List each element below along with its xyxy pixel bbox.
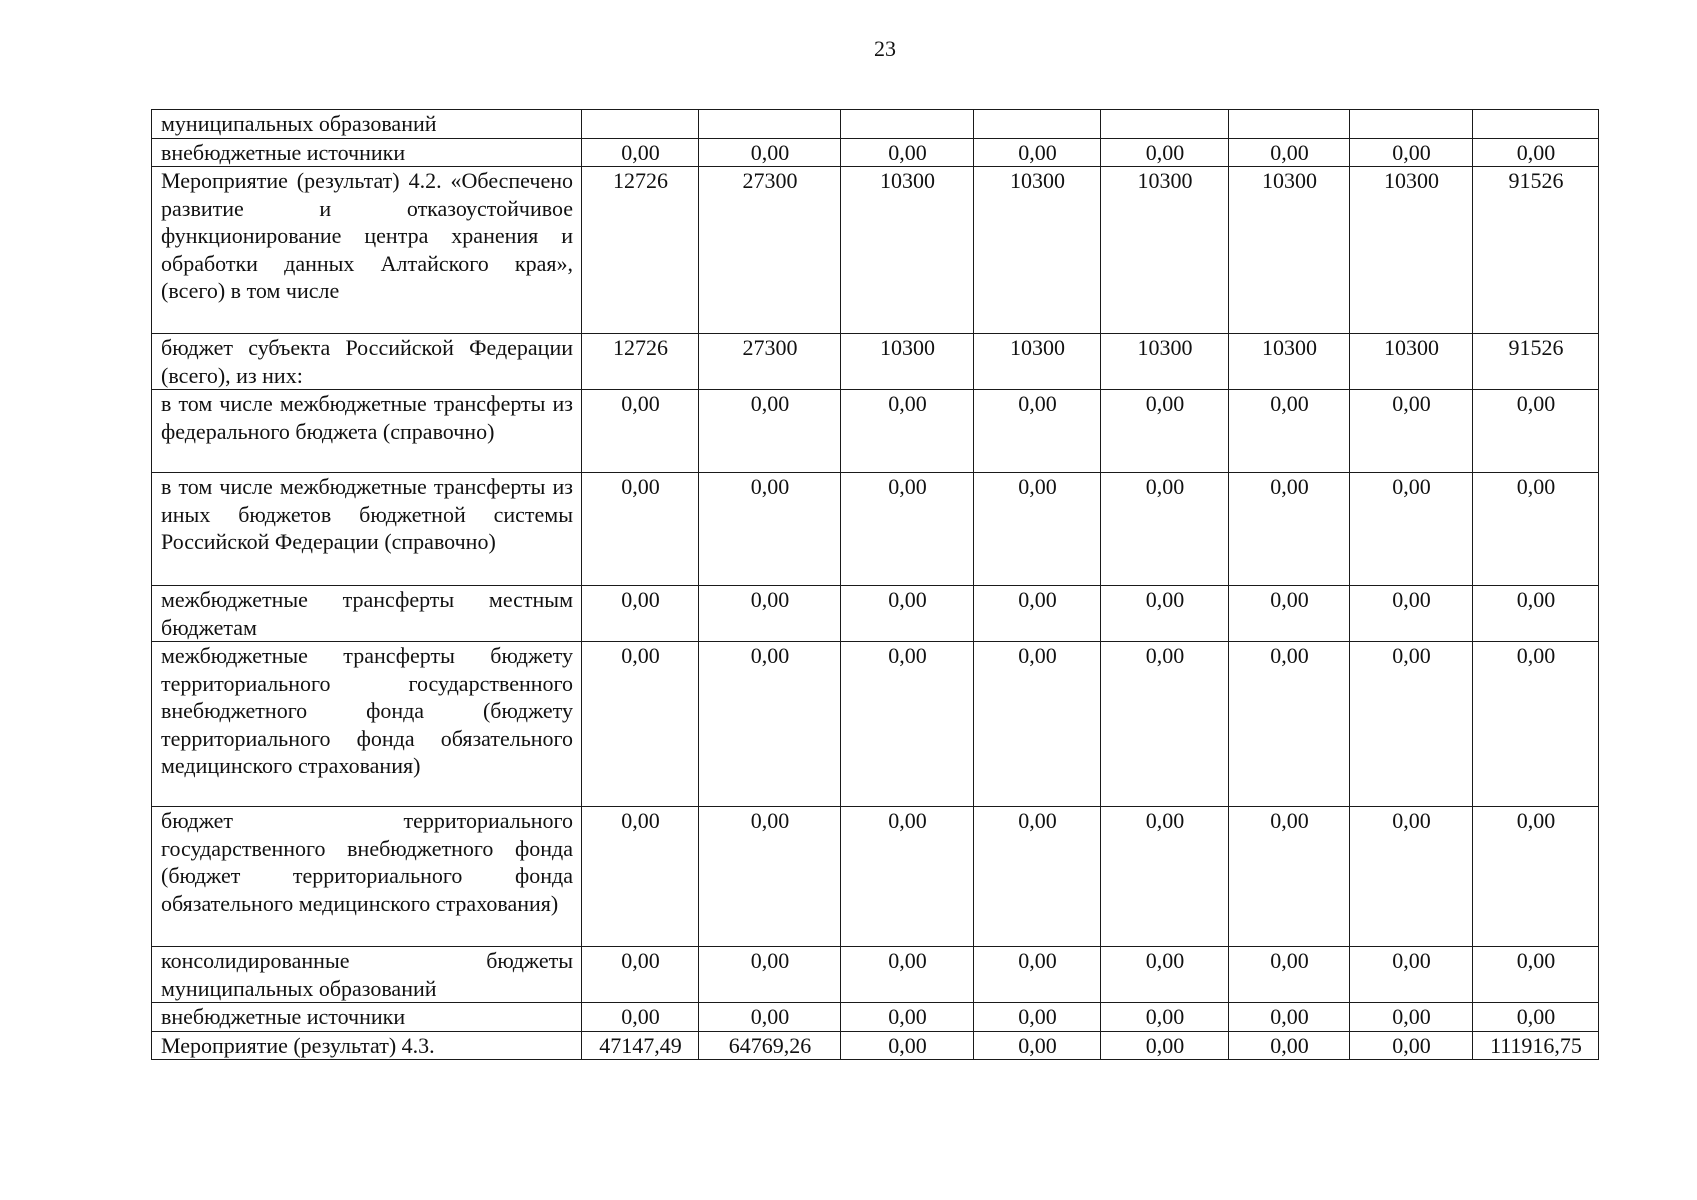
row-label: Мероприятие (результат) 4.3. xyxy=(152,1031,582,1060)
value-cell: 10300 xyxy=(841,167,974,334)
value-cell: 0,00 xyxy=(1229,1031,1350,1060)
value-cell: 0,00 xyxy=(841,390,974,473)
value-cell: 0,00 xyxy=(1473,807,1599,947)
value-cell: 0,00 xyxy=(1350,138,1473,167)
value-cell: 0,00 xyxy=(1350,473,1473,586)
row-label: бюджет территориального государственного внебюджетного фонда (бюджет территориального фонда обязательного медицинского страхования) xyxy=(152,807,582,947)
value-cell: 0,00 xyxy=(582,807,699,947)
table-row xyxy=(152,390,1599,473)
value-cell xyxy=(1101,110,1229,139)
value-cell: 0,00 xyxy=(1229,947,1350,1003)
value-cell: 0,00 xyxy=(1229,138,1350,167)
value-cell: 0,00 xyxy=(1350,390,1473,473)
page-number: 23 xyxy=(874,36,896,61)
value-cell: 0,00 xyxy=(1101,1003,1229,1032)
value-cell: 0,00 xyxy=(699,947,841,1003)
value-cell: 0,00 xyxy=(1101,473,1229,586)
value-cell xyxy=(699,110,841,139)
value-cell: 0,00 xyxy=(582,642,699,807)
row-label: межбюджетные трансферты бюджету территориального государственного внебюджетного фонда (бюджету территориального фонда обязательного медицинского страхования) xyxy=(152,642,582,807)
value-cell: 10300 xyxy=(1229,334,1350,390)
value-cell: 12726 xyxy=(582,167,699,334)
value-cell: 10300 xyxy=(1101,334,1229,390)
value-cell: 27300 xyxy=(699,167,841,334)
table-row xyxy=(152,642,1599,807)
value-cell: 0,00 xyxy=(974,586,1101,642)
value-cell: 111916,75 xyxy=(1473,1031,1599,1060)
value-cell: 0,00 xyxy=(699,807,841,947)
row-label: межбюджетные трансферты местным бюджетам xyxy=(152,586,582,642)
row-label: консолидированные бюджеты муниципальных образований xyxy=(152,947,582,1003)
value-cell: 0,00 xyxy=(841,138,974,167)
value-cell: 0,00 xyxy=(1229,1003,1350,1032)
value-cell: 0,00 xyxy=(974,807,1101,947)
row-label: Мероприятие (результат) 4.2. «Обеспечено развитие и отказоустойчивое функционирование центра хранения и обработки данных Алтайского края», (всего) в том числе xyxy=(152,167,582,334)
row-label: в том числе межбюджетные трансферты из федерального бюджета (справочно) xyxy=(152,390,582,473)
value-cell: 0,00 xyxy=(841,473,974,586)
value-cell: 47147,49 xyxy=(582,1031,699,1060)
value-cell: 0,00 xyxy=(1473,390,1599,473)
row-label: муниципальных образований xyxy=(152,110,582,139)
value-cell: 0,00 xyxy=(974,473,1101,586)
value-cell: 0,00 xyxy=(1229,473,1350,586)
value-cell: 0,00 xyxy=(582,586,699,642)
row-label: внебюджетные источники xyxy=(152,1003,582,1032)
value-cell: 0,00 xyxy=(1101,138,1229,167)
value-cell: 0,00 xyxy=(1101,807,1229,947)
value-cell: 0,00 xyxy=(1229,642,1350,807)
value-cell: 0,00 xyxy=(1101,390,1229,473)
value-cell: 0,00 xyxy=(1350,642,1473,807)
value-cell: 0,00 xyxy=(841,1031,974,1060)
value-cell: 27300 xyxy=(699,334,841,390)
table-row xyxy=(152,110,1599,139)
value-cell: 0,00 xyxy=(1101,947,1229,1003)
value-cell: 64769,26 xyxy=(699,1031,841,1060)
value-cell xyxy=(1473,110,1599,139)
value-cell: 0,00 xyxy=(582,390,699,473)
value-cell xyxy=(1229,110,1350,139)
value-cell: 0,00 xyxy=(1473,586,1599,642)
value-cell: 10300 xyxy=(1229,167,1350,334)
value-cell: 0,00 xyxy=(1350,947,1473,1003)
value-cell: 0,00 xyxy=(974,390,1101,473)
row-label: бюджет субъекта Российской Федерации (всего), из них: xyxy=(152,334,582,390)
value-cell: 0,00 xyxy=(699,138,841,167)
value-cell: 0,00 xyxy=(1229,586,1350,642)
value-cell: 0,00 xyxy=(1473,1003,1599,1032)
row-label: внебюджетные источники xyxy=(152,138,582,167)
value-cell xyxy=(1350,110,1473,139)
value-cell: 10300 xyxy=(1101,167,1229,334)
value-cell: 0,00 xyxy=(841,586,974,642)
value-cell: 12726 xyxy=(582,334,699,390)
value-cell: 0,00 xyxy=(1473,473,1599,586)
row-label: в том числе межбюджетные трансферты из иных бюджетов бюджетной системы Российской Федерации (справочно) xyxy=(152,473,582,586)
table-row xyxy=(152,807,1599,947)
value-cell: 0,00 xyxy=(1229,390,1350,473)
table-row xyxy=(152,1003,1599,1032)
value-cell: 0,00 xyxy=(1229,807,1350,947)
table-row xyxy=(152,586,1599,642)
value-cell: 0,00 xyxy=(699,586,841,642)
value-cell: 0,00 xyxy=(974,947,1101,1003)
table-row xyxy=(152,167,1599,334)
value-cell: 0,00 xyxy=(974,1031,1101,1060)
table-row xyxy=(152,1031,1599,1060)
value-cell: 0,00 xyxy=(1350,1031,1473,1060)
value-cell: 0,00 xyxy=(582,1003,699,1032)
value-cell: 10300 xyxy=(974,334,1101,390)
value-cell: 0,00 xyxy=(1350,1003,1473,1032)
value-cell: 0,00 xyxy=(699,473,841,586)
value-cell xyxy=(582,110,699,139)
value-cell: 0,00 xyxy=(699,1003,841,1032)
value-cell: 91526 xyxy=(1473,167,1599,334)
value-cell: 91526 xyxy=(1473,334,1599,390)
value-cell: 0,00 xyxy=(1473,947,1599,1003)
value-cell: 0,00 xyxy=(841,1003,974,1032)
value-cell: 0,00 xyxy=(1101,586,1229,642)
value-cell: 0,00 xyxy=(841,807,974,947)
value-cell: 0,00 xyxy=(841,947,974,1003)
table-row xyxy=(152,138,1599,167)
value-cell: 0,00 xyxy=(974,138,1101,167)
value-cell: 0,00 xyxy=(1101,642,1229,807)
value-cell: 0,00 xyxy=(974,1003,1101,1032)
value-cell: 0,00 xyxy=(582,138,699,167)
value-cell: 0,00 xyxy=(1101,1031,1229,1060)
table-row xyxy=(152,947,1599,1003)
value-cell: 0,00 xyxy=(699,642,841,807)
value-cell: 0,00 xyxy=(1350,807,1473,947)
value-cell: 0,00 xyxy=(841,642,974,807)
value-cell: 10300 xyxy=(1350,167,1473,334)
value-cell xyxy=(974,110,1101,139)
value-cell: 0,00 xyxy=(582,473,699,586)
value-cell: 10300 xyxy=(841,334,974,390)
value-cell: 0,00 xyxy=(974,642,1101,807)
value-cell: 0,00 xyxy=(1473,138,1599,167)
value-cell: 0,00 xyxy=(1473,642,1599,807)
value-cell: 0,00 xyxy=(1350,586,1473,642)
table-row xyxy=(152,334,1599,390)
value-cell: 0,00 xyxy=(582,947,699,1003)
value-cell: 0,00 xyxy=(699,390,841,473)
table-row xyxy=(152,473,1599,586)
value-cell xyxy=(841,110,974,139)
value-cell: 10300 xyxy=(1350,334,1473,390)
budget-table xyxy=(151,109,1599,1060)
value-cell: 10300 xyxy=(974,167,1101,334)
